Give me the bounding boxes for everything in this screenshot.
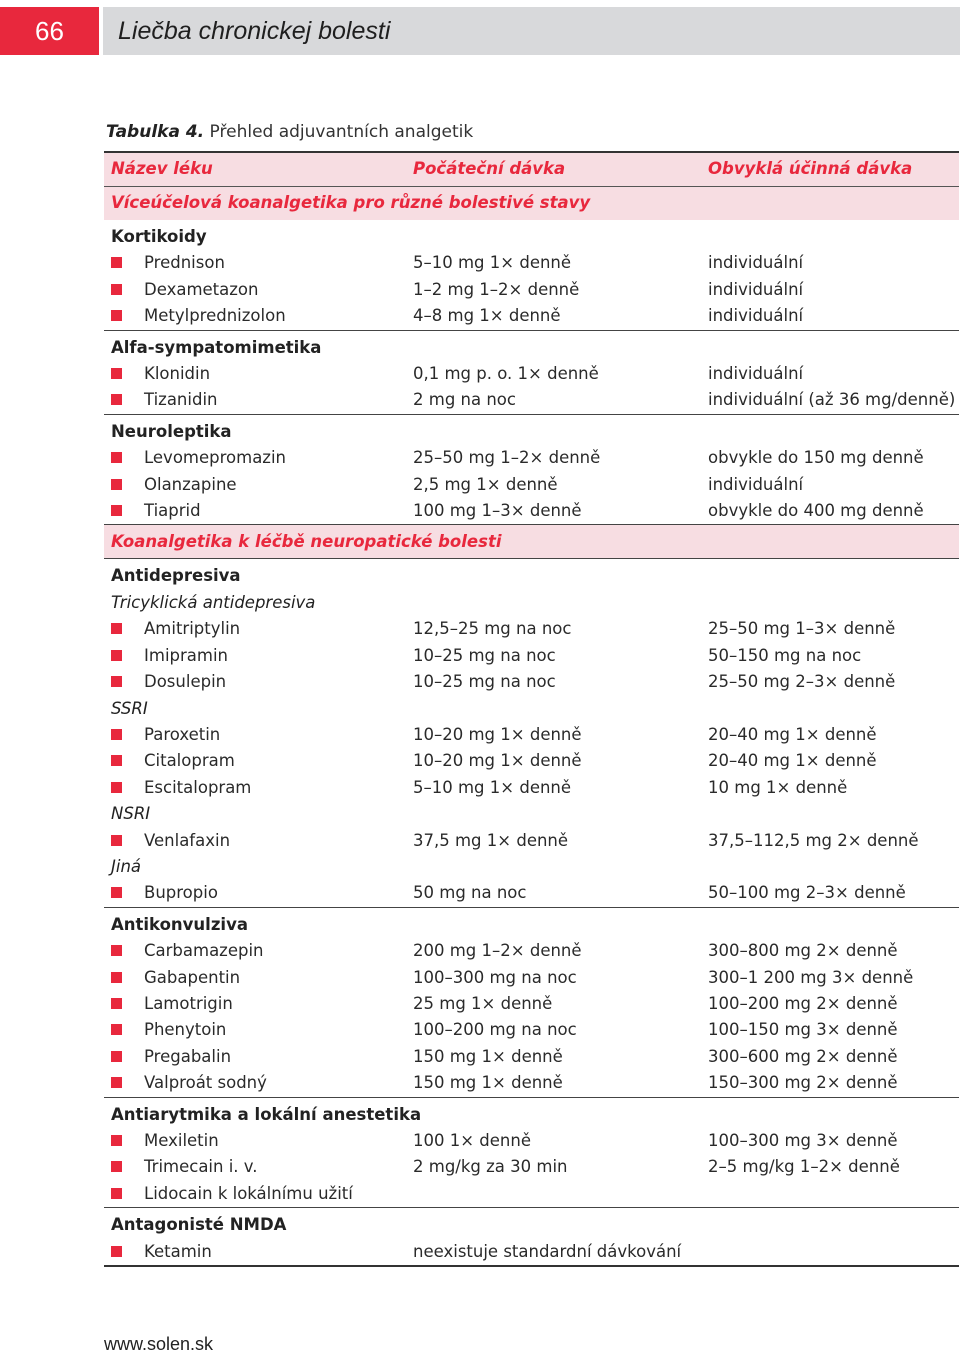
- table-caption-text: Přehled adjuvantních analgetik: [209, 122, 474, 142]
- group-row: [104, 330, 959, 361]
- bullet-icon: [111, 479, 122, 490]
- table-row: [104, 472, 959, 498]
- bullet-icon: [111, 1051, 122, 1062]
- drug-name: Paroxetin: [144, 724, 221, 744]
- subgroup-title: Jiná: [111, 856, 142, 876]
- subgroup-row: [104, 801, 959, 827]
- bullet-icon: [111, 972, 122, 983]
- usual-dose: 50–150 mg na noc: [708, 645, 862, 665]
- bullet-icon: [111, 650, 122, 661]
- group-title: Antidepresiva: [111, 566, 241, 586]
- drug-name: Imipramin: [144, 645, 229, 665]
- initial-dose: 2 mg/kg za 30 min: [413, 1157, 568, 1177]
- group-row: [104, 559, 959, 590]
- usual-dose: 20–40 mg 1× denně: [708, 751, 877, 771]
- drug-name: Gabapentin: [144, 967, 241, 987]
- initial-dose: 25 mg 1× denně: [413, 993, 553, 1013]
- usual-dose: individuální: [708, 253, 804, 273]
- subgroup-title: NSRI: [111, 804, 151, 824]
- drug-name: Escitalopram: [144, 777, 252, 797]
- table-row: [104, 643, 959, 669]
- usual-dose: 25–50 mg 2–3× denně: [708, 672, 896, 692]
- bullet-icon: [111, 676, 122, 687]
- bullet-icon: [111, 945, 122, 956]
- initial-dose: neexistuje standardní dávkování: [413, 1241, 682, 1261]
- table-row: [104, 445, 959, 471]
- table-row: [104, 387, 959, 414]
- table-row: [104, 938, 959, 964]
- usual-dose: 25–50 mg 1–3× denně: [708, 619, 896, 639]
- table-row: [104, 880, 959, 907]
- drug-name: Trimecain i. v.: [144, 1157, 258, 1177]
- initial-dose: 10–20 mg 1× denně: [413, 751, 582, 771]
- bullet-icon: [111, 887, 122, 898]
- bullet-icon: [111, 1188, 122, 1199]
- usual-dose: obvykle do 400 mg denně: [708, 501, 924, 521]
- drug-name: Valproát sodný: [144, 1073, 267, 1093]
- bullet-icon: [111, 998, 122, 1009]
- usual-dose: 150–300 mg 2× denně: [708, 1073, 898, 1093]
- table-row: [104, 1044, 959, 1070]
- initial-dose: 100–200 mg na noc: [413, 1020, 577, 1040]
- table-row: [104, 991, 959, 1017]
- bullet-icon: [111, 1135, 122, 1146]
- bullet-icon: [111, 623, 122, 634]
- bullet-icon: [111, 505, 122, 516]
- usual-dose: 10 mg 1× denně: [708, 777, 848, 797]
- initial-dose: 5–10 mg 1× denně: [413, 777, 572, 797]
- table-row: [104, 748, 959, 774]
- bullet-icon: [111, 284, 122, 295]
- drug-name: Tiaprid: [144, 501, 201, 521]
- drug-name: Olanzapine: [144, 474, 237, 494]
- table-row: [104, 1154, 959, 1180]
- initial-dose: 4–8 mg 1× denně: [413, 306, 561, 326]
- initial-dose: [406, 1181, 704, 1208]
- bullet-icon: [111, 310, 122, 321]
- initial-dose: 100–300 mg na noc: [413, 967, 577, 987]
- table-row: [104, 1070, 959, 1097]
- section-title: Koanalgetika k léčbě neuropatické bolesti: [104, 525, 959, 559]
- usual-dose: 300–800 mg 2× denně: [708, 941, 898, 961]
- drug-name: Lamotrigin: [144, 993, 233, 1013]
- table-row: [104, 1239, 959, 1266]
- usual-dose: 100–150 mg 3× denně: [708, 1020, 898, 1040]
- table-row: [104, 303, 959, 330]
- group-row: [104, 414, 959, 445]
- subgroup-row: [104, 590, 959, 616]
- table-row: [104, 1128, 959, 1154]
- drug-name: Venlafaxin: [144, 830, 231, 850]
- initial-dose: 37,5 mg 1× denně: [413, 830, 569, 850]
- table-row: [104, 1181, 959, 1208]
- bullet-icon: [111, 368, 122, 379]
- table-header-row: [104, 152, 959, 186]
- initial-dose: 2,5 mg 1× denně: [413, 474, 558, 494]
- initial-dose: 100 mg 1–3× denně: [413, 501, 582, 521]
- subgroup-title: Tricyklická antidepresiva: [111, 592, 316, 612]
- initial-dose: 200 mg 1–2× denně: [413, 941, 582, 961]
- drug-name: Phenytoin: [144, 1020, 227, 1040]
- group-row: [104, 907, 959, 938]
- bullet-icon: [111, 755, 122, 766]
- usual-dose: 100–200 mg 2× denně: [708, 993, 898, 1013]
- usual-dose: 300–600 mg 2× denně: [708, 1046, 898, 1066]
- initial-dose: 12,5–25 mg na noc: [413, 619, 572, 639]
- drug-name: Metylprednizolon: [144, 306, 286, 326]
- column-header-initial-dose: Počáteční dávka: [406, 152, 704, 186]
- subgroup-row: [104, 854, 959, 880]
- usual-dose: [704, 1239, 959, 1266]
- bullet-icon: [111, 1077, 122, 1088]
- drug-name: Klonidin: [144, 364, 211, 384]
- initial-dose: 10–20 mg 1× denně: [413, 724, 582, 744]
- bullet-icon: [111, 729, 122, 740]
- usual-dose: individuální: [708, 279, 804, 299]
- bullet-icon: [111, 257, 122, 268]
- drug-name: Prednison: [144, 253, 225, 273]
- usual-dose: 20–40 mg 1× denně: [708, 724, 877, 744]
- drug-name: Tizanidin: [144, 390, 218, 410]
- initial-dose: 1–2 mg 1–2× denně: [413, 279, 580, 299]
- table-row: [104, 669, 959, 695]
- usual-dose: 37,5–112,5 mg 2× denně: [708, 830, 919, 850]
- group-title: Antagonisté NMDA: [111, 1215, 287, 1235]
- section-title: Víceúčelová koanalgetika pro různé bolestivé stavy: [104, 186, 959, 220]
- section-row: [104, 525, 959, 559]
- table-row: [104, 498, 959, 525]
- drug-name: Citalopram: [144, 751, 235, 771]
- table-row: [104, 828, 959, 854]
- page-title: Liečba chronickej bolesti: [103, 7, 960, 55]
- bullet-icon: [111, 1024, 122, 1035]
- bullet-icon: [111, 394, 122, 405]
- drug-name: Amitriptylin: [144, 619, 241, 639]
- initial-dose: 100 1× denně: [413, 1131, 531, 1150]
- initial-dose: 10–25 mg na noc: [413, 645, 556, 665]
- initial-dose: 10–25 mg na noc: [413, 672, 556, 692]
- column-header-drug: Název léku: [104, 152, 406, 186]
- usual-dose: individuální: [708, 306, 804, 326]
- bullet-icon: [111, 782, 122, 793]
- table-row: [104, 250, 959, 276]
- group-title: Alfa-sympatomimetika: [111, 337, 322, 357]
- drug-name: Mexiletin: [144, 1131, 219, 1150]
- initial-dose: 0,1 mg p. o. 1× denně: [413, 364, 599, 384]
- group-title: Antiarytmika a lokální anestetika: [111, 1104, 422, 1124]
- usual-dose: individuální (až 36 mg/denně): [708, 390, 956, 410]
- initial-dose: 25–50 mg 1–2× denně: [413, 448, 601, 468]
- page-number: 66: [0, 7, 99, 55]
- drug-name: Carbamazepin: [144, 941, 264, 961]
- bullet-icon: [111, 452, 122, 463]
- section-row: [104, 186, 959, 220]
- table-caption-label: Tabulka 4.: [106, 122, 205, 142]
- initial-dose: 5–10 mg 1× denně: [413, 253, 572, 273]
- drug-name: Lidocain k lokálnímu užití: [144, 1183, 353, 1203]
- drug-name: Bupropio: [144, 883, 218, 903]
- table-row: [104, 722, 959, 748]
- adjuvant-analgesics-table: [104, 151, 959, 1267]
- initial-dose: 150 mg 1× denně: [413, 1073, 563, 1093]
- usual-dose: individuální: [708, 474, 804, 494]
- usual-dose: individuální: [708, 364, 804, 384]
- group-title: Kortikoidy: [111, 227, 207, 246]
- bullet-icon: [111, 1246, 122, 1257]
- table-row: [104, 965, 959, 991]
- table-row: [104, 616, 959, 642]
- group-title: Antikonvulziva: [111, 914, 248, 934]
- group-row: [104, 1097, 959, 1128]
- group-row: [104, 220, 959, 250]
- initial-dose: 150 mg 1× denně: [413, 1046, 563, 1066]
- subgroup-title: SSRI: [111, 698, 148, 718]
- group-row: [104, 1208, 959, 1239]
- initial-dose: 2 mg na noc: [413, 390, 516, 410]
- usual-dose: obvykle do 150 mg denně: [708, 448, 924, 468]
- column-header-usual-dose: Obvyklá účinná dávka: [704, 152, 959, 186]
- table-caption: [106, 122, 473, 142]
- subgroup-row: [104, 696, 959, 722]
- footer-url: www.solen.sk: [104, 1334, 214, 1354]
- usual-dose: 100–300 mg 3× denně: [708, 1131, 898, 1150]
- group-title: Neuroleptika: [111, 421, 232, 441]
- bullet-icon: [111, 1161, 122, 1172]
- drug-name: Ketamin: [144, 1241, 212, 1261]
- usual-dose: 300–1 200 mg 3× denně: [708, 967, 914, 987]
- initial-dose: 50 mg na noc: [413, 883, 527, 903]
- table-row: [104, 361, 959, 387]
- drug-name: Levomepromazin: [144, 448, 287, 468]
- table-row: [104, 775, 959, 801]
- drug-name: Pregabalin: [144, 1046, 232, 1066]
- bullet-icon: [111, 835, 122, 846]
- drug-name: Dexametazon: [144, 279, 259, 299]
- usual-dose: 2–5 mg/kg 1–2× denně: [708, 1157, 900, 1177]
- usual-dose: [704, 1181, 959, 1208]
- drug-name: Dosulepin: [144, 672, 227, 692]
- table-row: [104, 277, 959, 303]
- usual-dose: 50–100 mg 2–3× denně: [708, 883, 906, 903]
- table-row: [104, 1017, 959, 1043]
